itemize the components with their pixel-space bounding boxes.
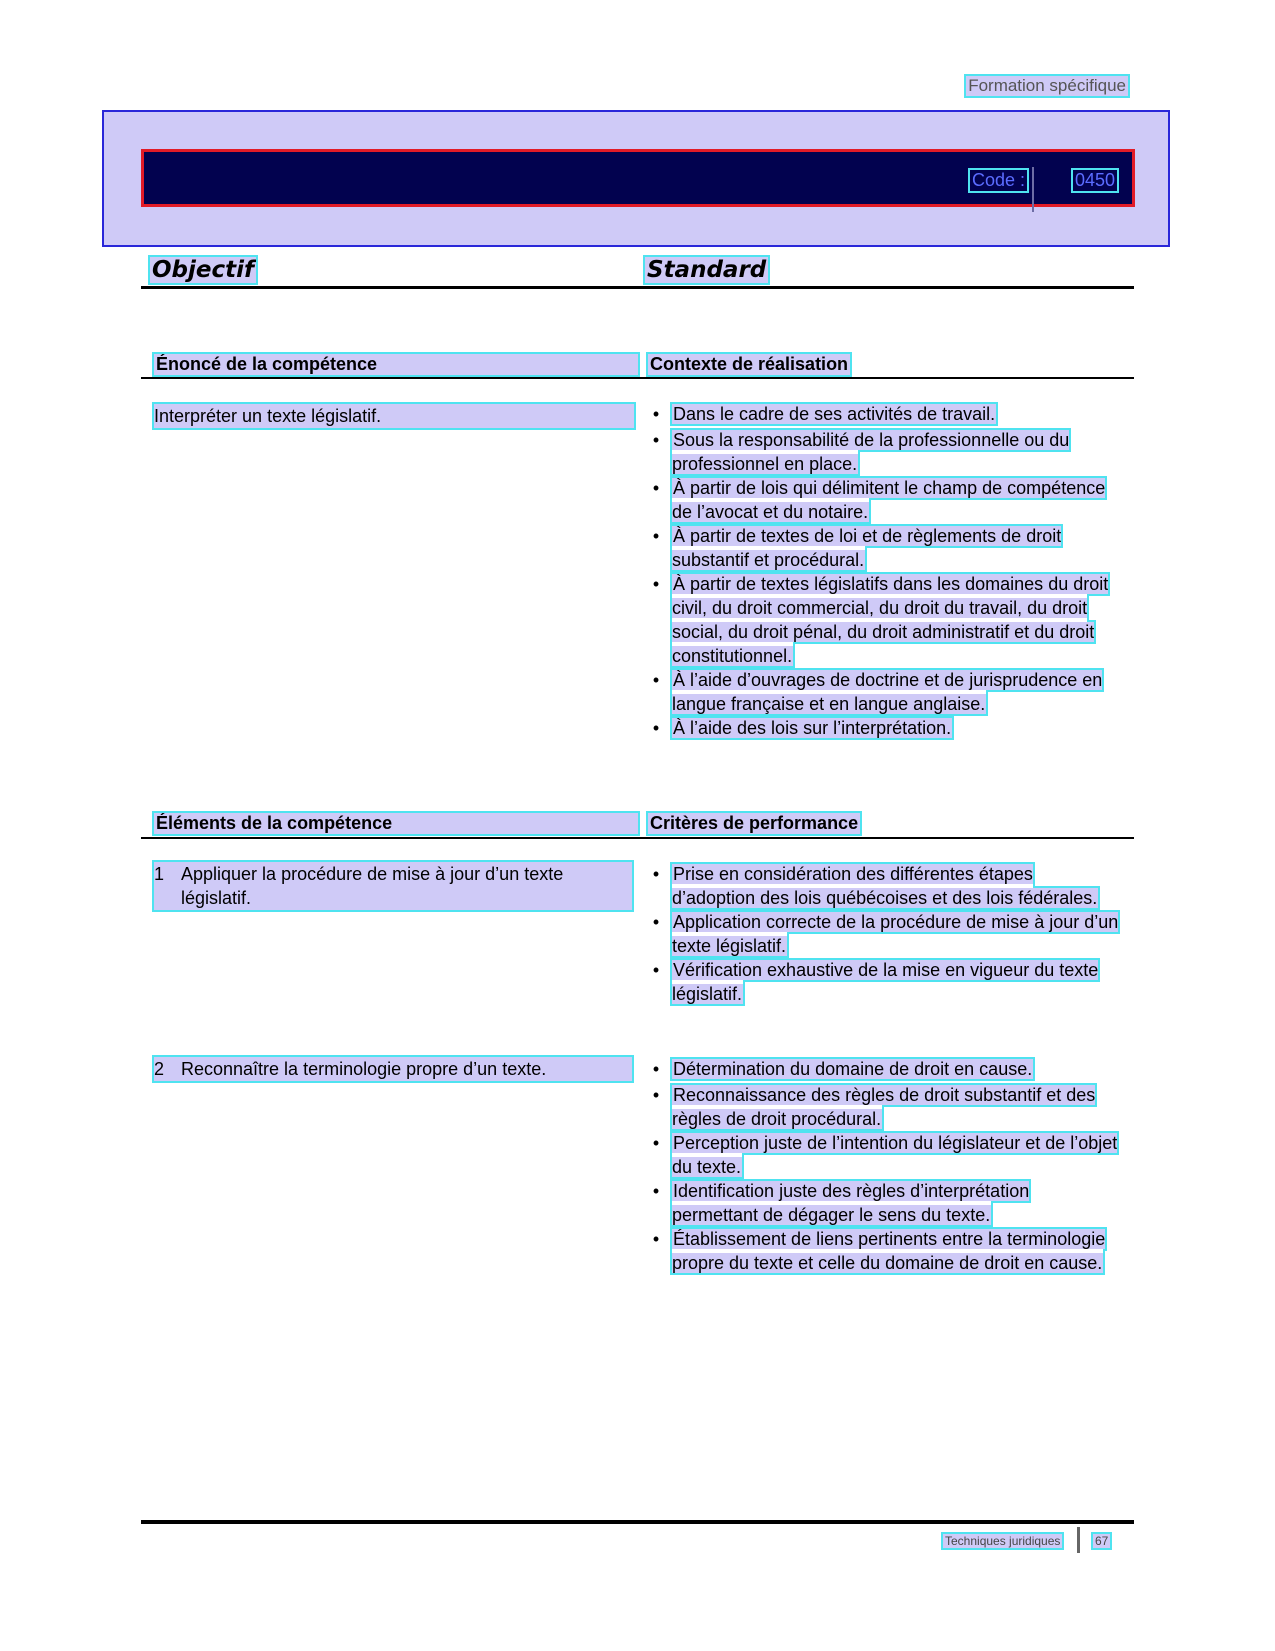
list-item: • Identification juste des règles d’interprétation permettant de dégager le sens du texte. — [652, 1181, 1030, 1225]
criteria-list-1 — [650, 862, 1120, 1006]
list-item: • À partir de textes de loi et de règlements de droit substantif et procédural. — [652, 526, 1062, 570]
element-number: 2 — [154, 1059, 165, 1079]
list-item: • À l’aide des lois sur l’interprétation. — [652, 718, 952, 738]
element-number: 1 — [154, 864, 165, 884]
footer-program: Techniques juridiques — [945, 1534, 1061, 1548]
list-item: • Perception juste de l’intention du législateur et de l’objet du texte. — [652, 1133, 1118, 1177]
section-rule — [141, 286, 1134, 289]
footer-separator — [1077, 1527, 1080, 1553]
list-item: • Détermination du domaine de droit en cause. — [652, 1059, 1033, 1079]
code-label: Code : — [972, 170, 1026, 190]
running-head: Formation spécifique — [968, 76, 1126, 95]
criteres-heading: Critères de performance — [650, 813, 859, 833]
list-item: • Dans le cadre de ses activités de travail. — [652, 404, 996, 424]
standard-title: Standard — [647, 257, 767, 283]
element-item-1 — [154, 862, 632, 910]
code-value: 0450 — [1075, 170, 1116, 190]
list-item: • Vérification exhaustive de la mise en vigueur du texte législatif. — [652, 960, 1099, 1004]
footer-rule — [141, 1520, 1134, 1524]
list-item: • À partir de textes législatifs dans les domaines du droit civil, du droit commercial, du droit du travail, du droit social, du droit pénal, du droit administratif et du droit constitutionnel. — [652, 574, 1109, 666]
list-item: • À partir de lois qui délimitent le champ de compétence de l’avocat et du notaire. — [652, 478, 1106, 522]
criteria-list-2 — [650, 1057, 1120, 1275]
code-separator — [1032, 167, 1034, 212]
contexte-list — [650, 402, 1120, 740]
heading-rule — [141, 837, 1134, 839]
list-item: • Reconnaissance des règles de droit substantif et des règles de droit procédural. — [652, 1085, 1096, 1129]
enonce-text: Interpréter un texte législatif. — [154, 404, 634, 428]
page-number: 67 — [1095, 1534, 1109, 1548]
list-item: • Application correcte de la procédure de mise à jour d’un texte législatif. — [652, 912, 1119, 956]
contexte-heading: Contexte de réalisation — [650, 354, 849, 374]
objectif-title: Objectif — [152, 257, 255, 283]
heading-rule — [141, 377, 1134, 379]
list-item: • À l’aide d’ouvrages de doctrine et de jurisprudence en langue française et en langue anglaise. — [652, 670, 1103, 714]
enonce-heading: Énoncé de la compétence — [154, 354, 638, 375]
list-item: • Établissement de liens pertinents entre la terminologie propre du texte et celle du domaine de droit en cause. — [652, 1229, 1106, 1273]
list-item: • Sous la responsabilité de la professionnelle ou du professionnel en place. — [652, 430, 1070, 474]
element-item-2 — [154, 1057, 632, 1081]
element-text: Appliquer la procédure de mise à jour d’un texte législatif. — [181, 864, 564, 908]
elements-heading: Éléments de la compétence — [154, 813, 638, 834]
element-text: Reconnaître la terminologie propre d’un texte. — [181, 1059, 547, 1079]
list-item: • Prise en considération des différentes étapes d’adoption des lois québécoises et des lois fédérales. — [652, 864, 1098, 908]
